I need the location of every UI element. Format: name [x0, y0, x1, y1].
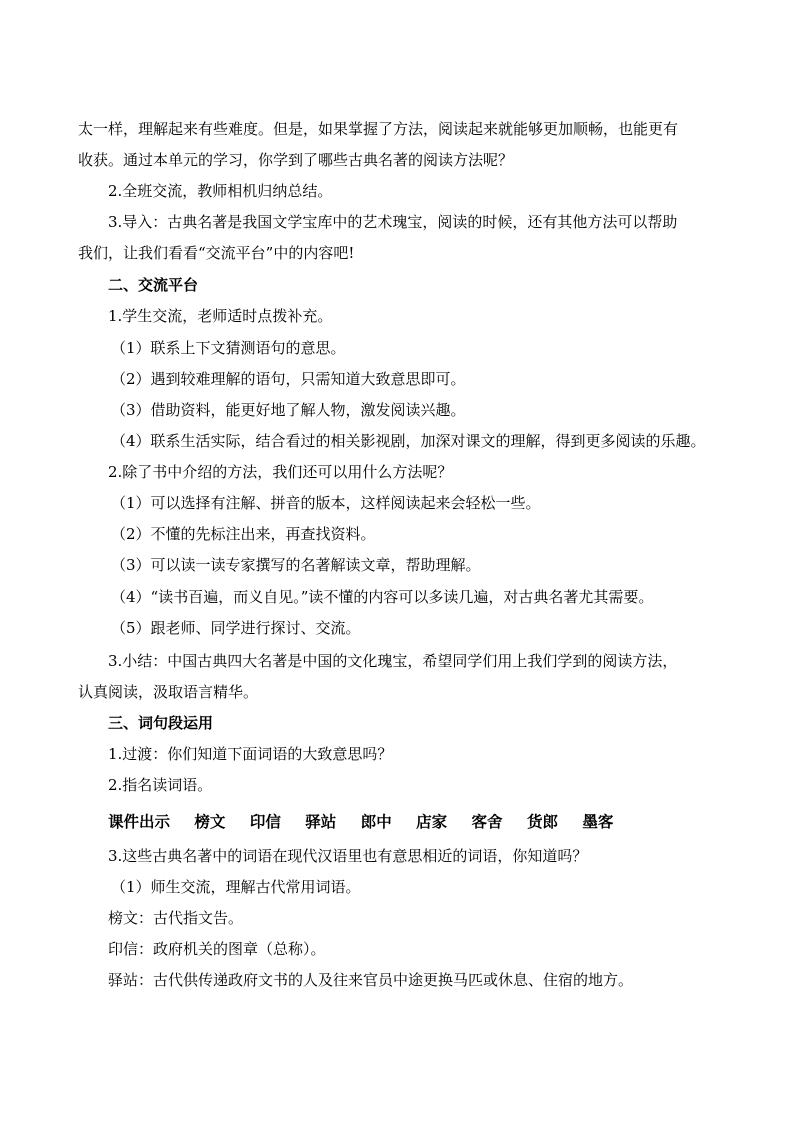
paragraph-line: 3.小结：中国古典四大名著是中国的文化瑰宝，希望同学们用上我们学到的阅读方法，	[108, 652, 678, 670]
vocab-word: 货郎	[526, 813, 558, 831]
vocab-word: 郎中	[360, 813, 392, 831]
list-item: （5）跟老师、同学进行探讨、交流。	[111, 619, 361, 637]
courseware-word-list	[108, 811, 613, 833]
list-item: （1）联系上下文猜测语句的意思。	[111, 339, 346, 357]
paragraph-line: 太一样，理解起来有些难度。但是，如果掌握了方法，阅读起来就能够更加顺畅，也能更有	[78, 120, 679, 138]
paragraph-line: 3.这些古典名著中的词语在现代汉语里也有意思相近的词语，你知道吗？	[108, 847, 588, 865]
paragraph-line: 2.指名读词语。	[108, 776, 213, 794]
vocab-word: 榜文	[194, 813, 226, 831]
paragraph-line: 3.导入：古典名著是我国文学宝库中的艺术瑰宝，阅读的时候，还有其他方法可以帮助	[108, 213, 678, 231]
list-item: （4）联系生活实际，结合看过的相关影视剧，加深对课文的理解，得到更多阅读的乐趣。	[111, 432, 706, 450]
vocab-word: 驿站	[305, 813, 337, 831]
vocab-word: 印信	[249, 813, 281, 831]
paragraph-line: 2.全班交流，教师相机归纳总结。	[108, 182, 333, 200]
section-heading: 二、交流平台	[108, 276, 199, 294]
courseware-label: 课件出示	[108, 813, 171, 831]
list-item: （1）师生交流，理解古代常用词语。	[111, 878, 361, 896]
list-item: （4）“读书百遍，而义自见。”读不懂的内容可以多读几遍，对古典名著尤其需要。	[111, 588, 654, 606]
vocab-word: 店家	[416, 813, 448, 831]
definition-line: 榜文：古代指文告。	[108, 909, 244, 927]
paragraph-line: 1.学生交流，老师适时点拨补充。	[108, 307, 333, 325]
vocab-word: 墨客	[582, 813, 614, 831]
list-item: （1）可以选择有注解、拼音的版本，这样阅读起来会轻松一些。	[111, 494, 541, 512]
definition-line: 印信：政府机关的图章（总称）。	[108, 940, 326, 958]
section-heading: 三、词句段运用	[108, 714, 214, 732]
list-item: （3）可以读一读专家撰写的名著解读文章，帮助理解。	[111, 556, 481, 574]
vocab-word: 客舍	[471, 813, 503, 831]
paragraph-line: 1.过渡：你们知道下面词语的大致意思吗？	[108, 745, 393, 763]
definition-line: 驿站：古代供传递政府文书的人及往来官员中途更换马匹或休息、住宿的地方。	[108, 971, 634, 989]
paragraph-line: 认真阅读，汲取语言精华。	[78, 683, 259, 701]
list-item: （2）不懂的先标注出来，再查找资料。	[111, 525, 376, 543]
paragraph-line: 收获。通过本单元的学习，你学到了哪些古典名著的阅读方法呢？	[78, 151, 514, 169]
paragraph-line: 2.除了书中介绍的方法，我们还可以用什么方法呢？	[108, 463, 453, 481]
paragraph-line: 我们，让我们看看“交流平台”中的内容吧!	[78, 244, 355, 262]
list-item: （3）借助资料，能更好地了解人物，激发阅读兴趣。	[111, 401, 466, 419]
list-item: （2）遇到较难理解的语句，只需知道大致意思即可。	[111, 370, 466, 388]
